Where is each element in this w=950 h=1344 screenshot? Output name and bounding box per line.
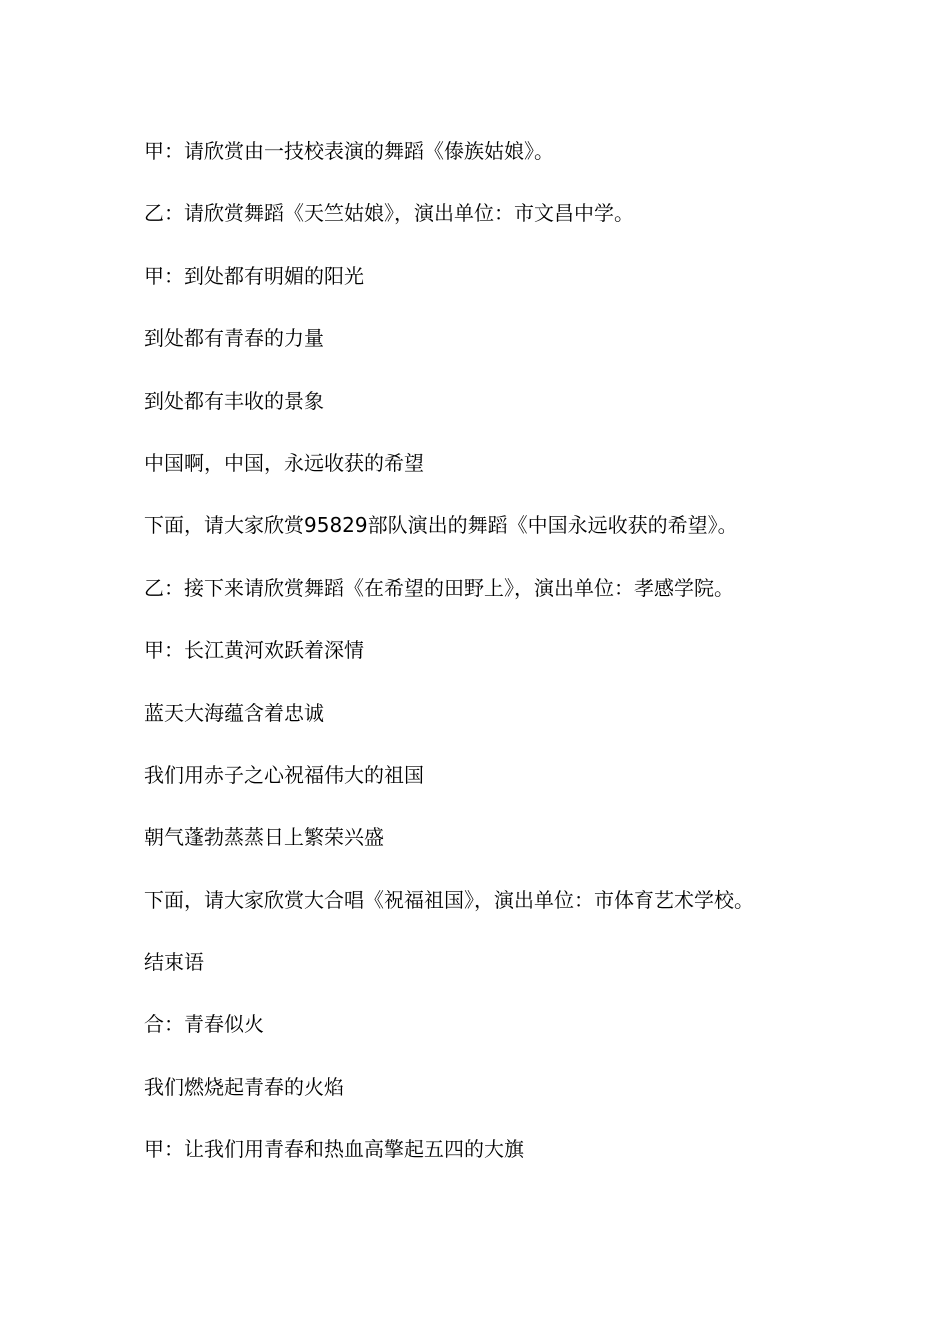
paragraph: 下面，请大家欣赏大合唱《祝福祖国》，演出单位：市体育艺术学校。 (144, 887, 754, 912)
paragraph: 朝气蓬勃蒸蒸日上繁荣兴盛 (144, 825, 384, 850)
paragraph: 下面，请大家欣赏95829部队演出的舞蹈《中国永远收获的希望》。 (144, 513, 738, 538)
paragraph: 甲：请欣赏由一技校表演的舞蹈《傣族姑娘》。 (144, 139, 554, 163)
paragraph: 我们燃烧起青春的火焰 (144, 1074, 344, 1099)
paragraph: 甲：让我们用青春和热血高擎起五四的大旗 (144, 1137, 524, 1162)
document-body (144, 133, 844, 1194)
paragraph: 甲：到处都有明媚的阳光 (144, 263, 364, 288)
paragraph: 中国啊，中国，永远收获的希望 (144, 450, 424, 475)
section-heading: 结束语 (144, 950, 204, 975)
paragraph: 我们用赤子之心祝福伟大的祖国 (144, 762, 424, 787)
paragraph: 蓝天大海蕴含着忠诚 (144, 700, 324, 725)
paragraph: 乙：接下来请欣赏舞蹈《在希望的田野上》，演出单位：孝感学院。 (144, 575, 734, 600)
paragraph: 到处都有丰收的景象 (144, 388, 324, 413)
paragraph: 乙：请欣赏舞蹈《天竺姑娘》，演出单位：市文昌中学。 (144, 201, 634, 226)
paragraph: 合：青春似火 (144, 1012, 264, 1037)
paragraph: 甲：长江黄河欢跃着深情 (144, 638, 364, 663)
paragraph: 到处都有青春的力量 (144, 326, 324, 351)
